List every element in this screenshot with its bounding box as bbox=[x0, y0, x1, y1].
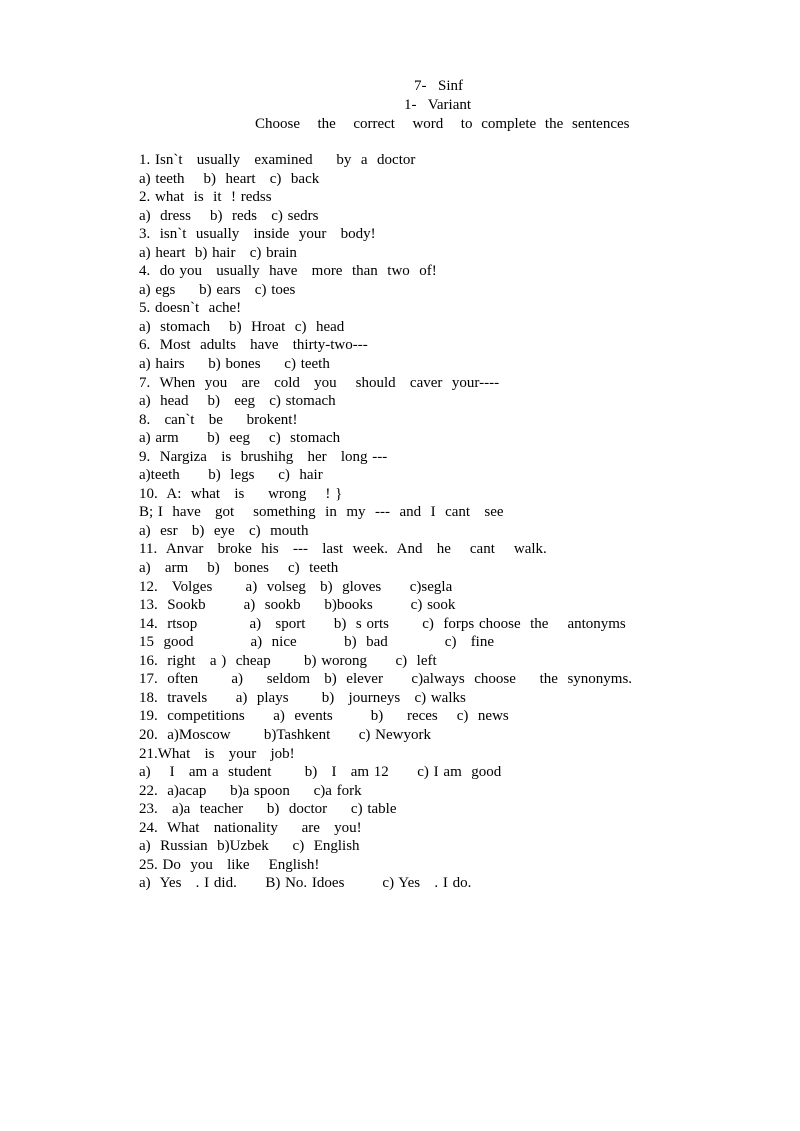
question-line: 9. Nargiza is brushihg her long --- bbox=[139, 448, 388, 465]
question-line: a) teeth b) heart c) back bbox=[139, 170, 320, 187]
question-line: 4. do you usually have more than two of! bbox=[139, 263, 437, 280]
variant-heading: 1- Variant bbox=[404, 97, 472, 113]
question-line: 14. rtsop a) sport b) s orts c) forps choose the antonyms bbox=[139, 615, 626, 632]
question-line: 1. Isn`t usually examined by a doctor bbox=[139, 152, 416, 168]
question-line: 18. travels a) plays b) journeys c) walks bbox=[139, 689, 466, 706]
question-line: 8. can`t be brokent! bbox=[139, 411, 298, 428]
question-line: a) heart b) hair c) brain bbox=[139, 244, 297, 261]
question-line: 23. a)a teacher b) doctor c) table bbox=[139, 801, 397, 818]
question-line: a) hairs b) bones c) teeth bbox=[139, 356, 330, 373]
question-line: a)teeth b) legs c) hair bbox=[139, 467, 323, 484]
question-line: 15 good a) nice b) bad c) fine bbox=[139, 634, 495, 651]
question-line: 2. what is it ! redss bbox=[139, 189, 272, 206]
question-line: a) arm b) eeg c) stomach bbox=[139, 430, 341, 447]
question-line: a) I am a student b) I am 12 c) I am good bbox=[139, 764, 502, 781]
question-line: a) esr b) eye c) mouth bbox=[139, 522, 309, 539]
question-line: 12. Volges a) volseg b) gloves c)segla bbox=[139, 578, 453, 595]
question-line: 7. When you are cold you should caver your---- bbox=[139, 374, 500, 391]
question-line: 13. Sookb a) sookb b)books c) sook bbox=[139, 597, 456, 614]
question-line: a) head b) eeg c) stomach bbox=[139, 393, 336, 410]
grade-heading: 7- Sinf bbox=[414, 78, 463, 94]
question-line: a) Yes . I did. B) No. Idoes c) Yes . I do. bbox=[139, 875, 472, 892]
question-line: 20. a)Moscow b)Tashkent c) Newyork bbox=[139, 726, 431, 743]
question-line: 21.What is your job! bbox=[139, 745, 295, 762]
question-line: 22. a)acap b)a spoon c)a fork bbox=[139, 782, 362, 799]
question-list bbox=[139, 151, 779, 893]
question-line: a) egs b) ears c) toes bbox=[139, 281, 296, 298]
question-line: 16. right a ) cheap b) worong c) left bbox=[139, 652, 437, 669]
question-line: 10. A: what is wrong ! } bbox=[139, 485, 343, 502]
question-line: B; I have got something in my --- and I cant see bbox=[139, 504, 504, 521]
question-line: 6. Most adults have thirty-two--- bbox=[139, 337, 368, 354]
instruction-heading: Choose the correct word to complete the sentences bbox=[255, 116, 630, 132]
question-line: 5. doesn`t ache! bbox=[139, 300, 242, 317]
question-line: 11. Anvar broke his --- last week. And he cant walk. bbox=[139, 541, 547, 558]
question-line: a) arm b) bones c) teeth bbox=[139, 560, 339, 577]
question-line: 3. isn`t usually inside your body! bbox=[139, 226, 376, 243]
question-line: 24. What nationality are you! bbox=[139, 819, 362, 836]
question-line: a) Russian b)Uzbek c) English bbox=[139, 838, 360, 855]
question-line: 17. often a) seldom b) elever c)always choose the synonyms. bbox=[139, 671, 633, 688]
question-line: a) stomach b) Hroat c) head bbox=[139, 318, 345, 335]
question-line: 19. competitions a) events b) reces c) news bbox=[139, 708, 509, 725]
question-line: a) dress b) reds c) sedrs bbox=[139, 207, 319, 224]
question-line: 25. Do you like English! bbox=[139, 856, 320, 873]
